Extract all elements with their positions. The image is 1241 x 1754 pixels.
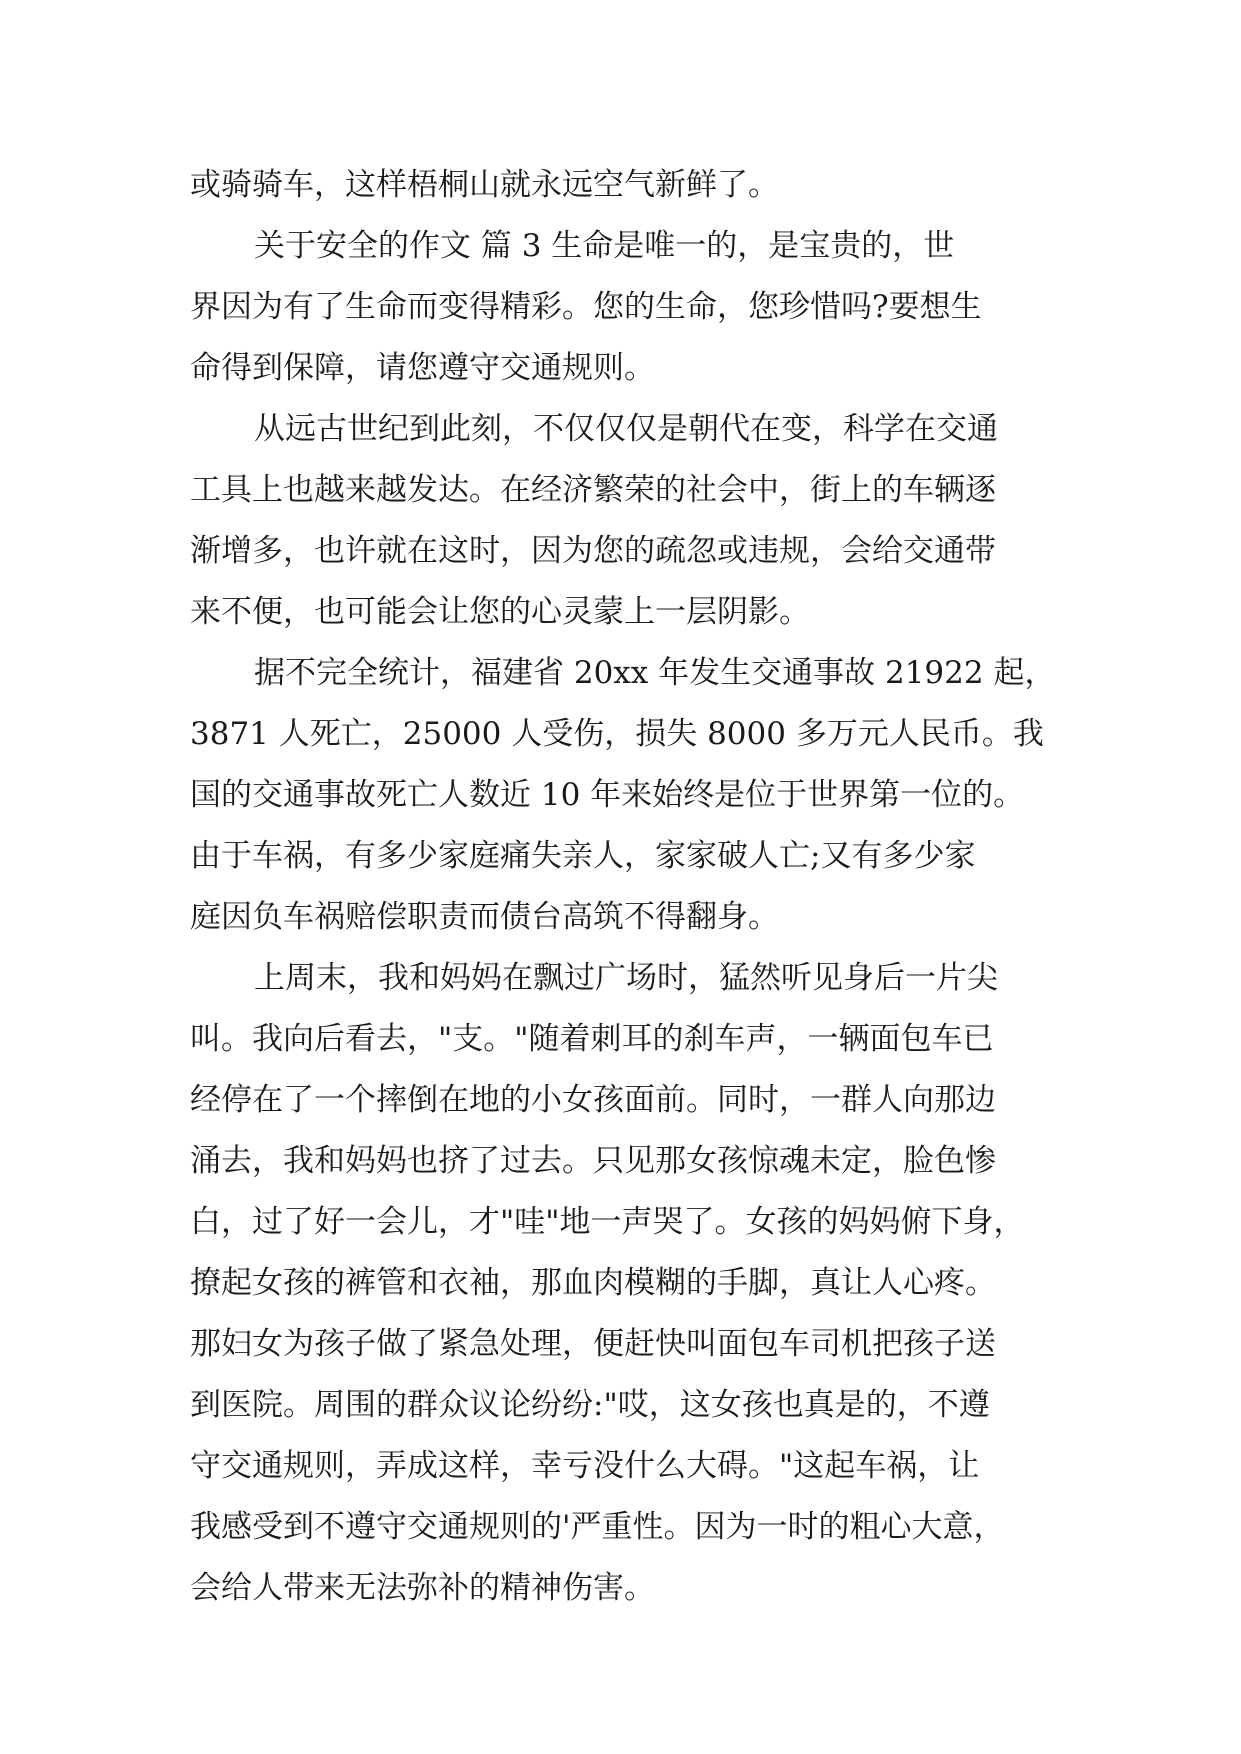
text-line: 守交通规则，弄成这样，幸亏没什么大碍。"这起车祸，让 bbox=[190, 1448, 980, 1484]
paragraph-start-line: 据不完全统计，福建省 20xx 年发生交通事故 21922 起， bbox=[254, 655, 1056, 691]
text-line: 渐增多，也许就在这时，因为您的疏忽或违规，会给交通带 bbox=[190, 533, 996, 569]
essay-body bbox=[190, 155, 1070, 1619]
text-line: 3871 人死亡，25000 人受伤，损失 8000 多万元人民币。我 bbox=[190, 716, 1044, 752]
text-line: 我感受到不遵守交通规则的'严重性。因为一时的粗心大意， bbox=[190, 1509, 1005, 1545]
text-line: 或骑骑车，这样梧桐山就永远空气新鲜了。 bbox=[190, 167, 779, 203]
text-line: 界因为有了生命而变得精彩。您的生命，您珍惜吗?要想生 bbox=[190, 289, 982, 325]
essay-heading-line: 关于安全的作文 篇 3 生命是唯一的，是宝贵的，世 bbox=[254, 228, 955, 264]
text-line: 叫。我向后看去，"支。"随着刺耳的刹车声，一辆面包车已 bbox=[190, 1021, 994, 1057]
paragraph-start-line: 从远古世纪到此刻，不仅仅仅是朝代在变，科学在交通 bbox=[254, 411, 998, 447]
text-line: 由于车祸，有多少家庭痛失亲人，家家破人亡;又有多少家 bbox=[190, 838, 976, 874]
text-line: 来不便，也可能会让您的心灵蒙上一层阴影。 bbox=[190, 594, 810, 630]
text-line: 白，过了好一会儿，才"哇"地一声哭了。女孩的妈妈俯下身， bbox=[190, 1204, 1025, 1240]
text-line: 会给人带来无法弥补的精神伤害。 bbox=[190, 1570, 655, 1606]
text-line: 国的交通事故死亡人数近 10 年来始终是位于世界第一位的。 bbox=[190, 777, 1025, 813]
text-line: 涌去，我和妈妈也挤了过去。只见那女孩惊魂未定，脸色惨 bbox=[190, 1143, 996, 1179]
text-line: 到医院。周围的群众议论纷纷:"哎，这女孩也真是的，不遵 bbox=[190, 1387, 990, 1423]
text-line: 命得到保障，请您遵守交通规则。 bbox=[190, 350, 655, 386]
text-line: 工具上也越来越发达。在经济繁荣的社会中，街上的车辆逐 bbox=[190, 472, 996, 508]
text-line: 经停在了一个摔倒在地的小女孩面前。同时，一群人向那边 bbox=[190, 1082, 996, 1118]
text-line: 那妇女为孩子做了紧急处理，便赶快叫面包车司机把孩子送 bbox=[190, 1326, 996, 1362]
paragraph-start-line: 上周末，我和妈妈在飘过广场时，猛然听见身后一片尖 bbox=[254, 960, 998, 996]
text-line: 庭因负车祸赔偿职责而债台高筑不得翻身。 bbox=[190, 899, 779, 935]
text-line: 撩起女孩的裤管和衣袖，那血肉模糊的手脚，真让人心疼。 bbox=[190, 1265, 996, 1301]
